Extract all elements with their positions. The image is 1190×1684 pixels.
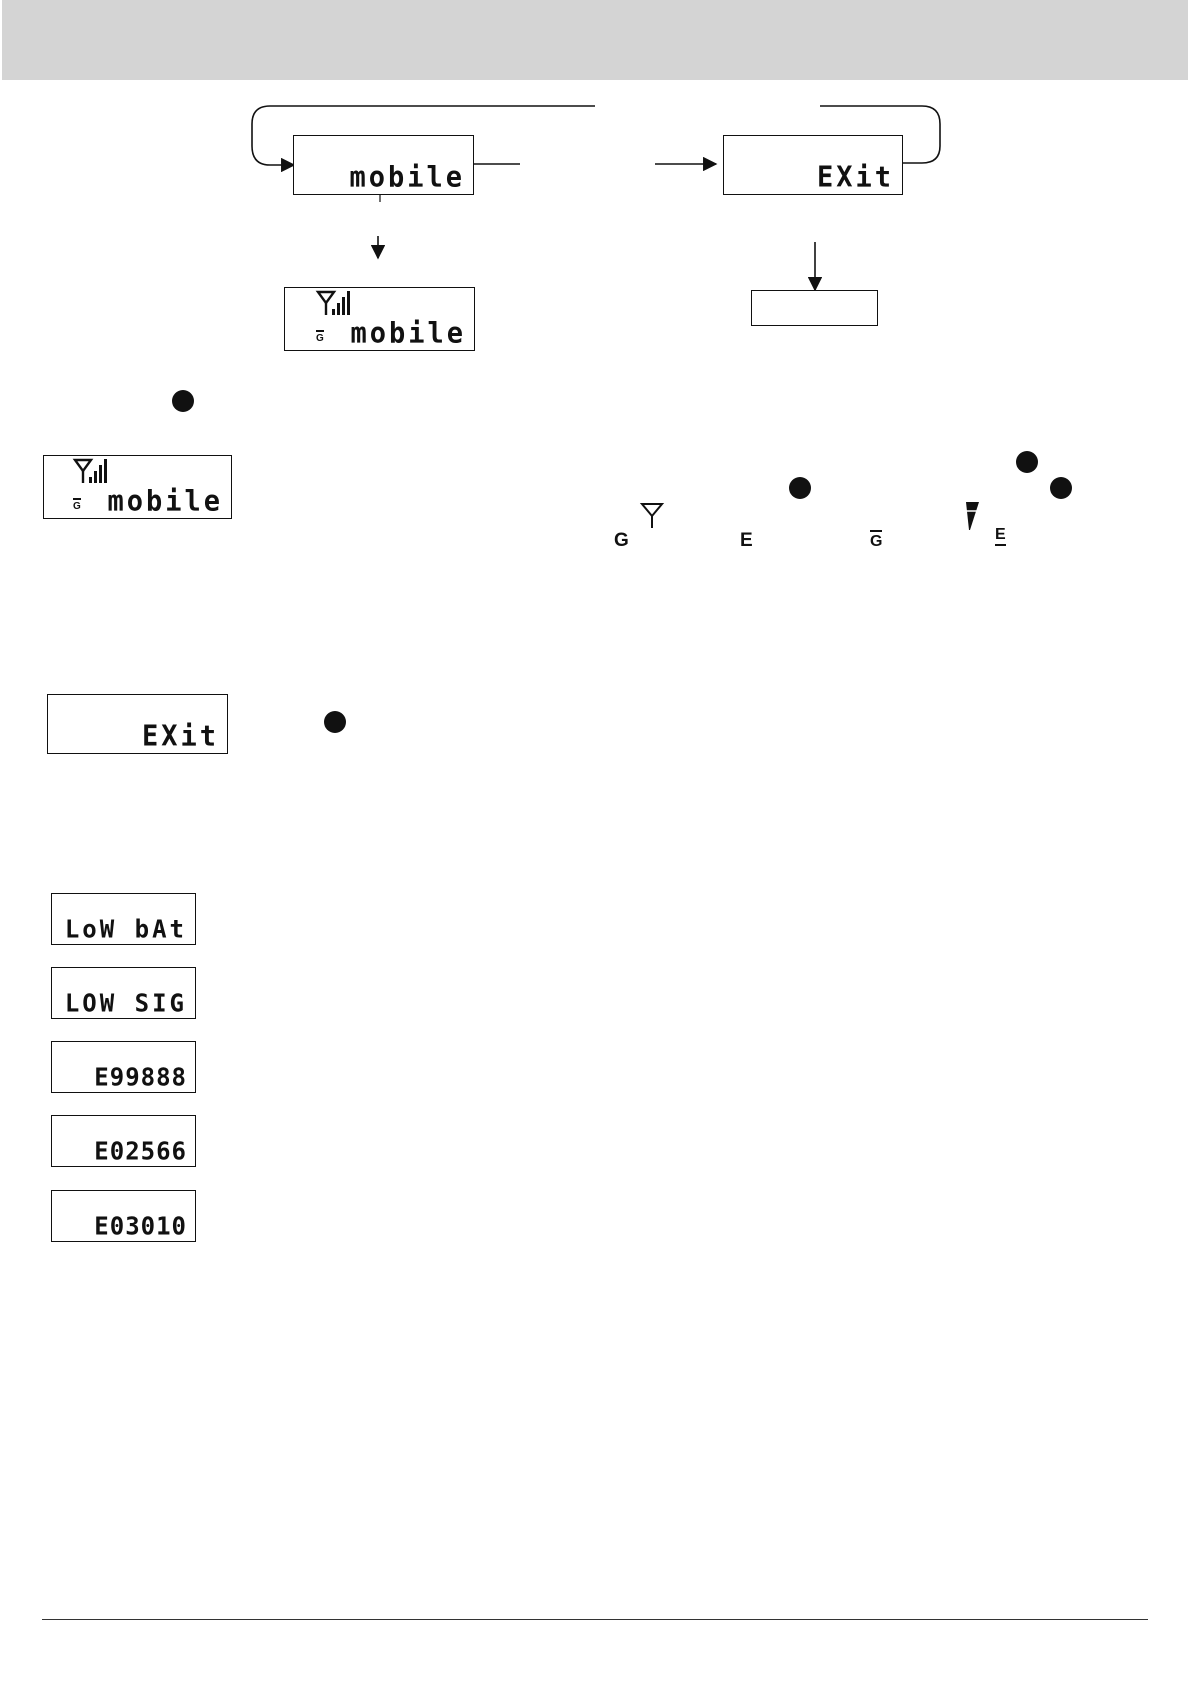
lcd-low-signal bbox=[51, 967, 196, 1019]
glyph-e: E bbox=[740, 530, 753, 551]
lcd-text: mobile bbox=[350, 317, 466, 350]
bullet-dot-icon bbox=[172, 390, 194, 412]
network-g-mark: G bbox=[316, 330, 324, 344]
lcd-text: EXit bbox=[141, 720, 219, 753]
lcd-flow-empty bbox=[751, 290, 878, 326]
lcd-text: LoW bAt bbox=[64, 914, 187, 944]
lcd-text: EXit bbox=[816, 161, 894, 194]
lcd-error-code bbox=[51, 1115, 196, 1167]
lcd-error-code bbox=[51, 1041, 196, 1093]
glyph-g: G bbox=[614, 530, 629, 551]
glyph-e-underbar: E bbox=[995, 526, 1006, 543]
lcd-text: LOW SIG bbox=[64, 988, 187, 1018]
antenna-signal-icon bbox=[317, 290, 353, 316]
glyph-g-overbar: G bbox=[870, 533, 883, 550]
lcd-text: E03010 bbox=[94, 1211, 187, 1241]
lcd-low-battery bbox=[51, 893, 196, 945]
flow-connectors bbox=[0, 0, 1190, 360]
lcd-flow-exit bbox=[723, 135, 903, 195]
bullet-dot-icon bbox=[324, 711, 346, 733]
lcd-exit bbox=[47, 694, 228, 754]
lcd-text: E99888 bbox=[94, 1062, 187, 1092]
network-g-mark: G bbox=[73, 498, 81, 512]
antenna-icon bbox=[640, 502, 664, 528]
lcd-text: mobile bbox=[107, 485, 223, 518]
footer-rule bbox=[42, 1619, 1148, 1620]
lcd-flow-mobile bbox=[293, 135, 474, 195]
lcd-flow-mobile-signal bbox=[284, 287, 475, 351]
lcd-mobile-signal bbox=[43, 455, 232, 519]
bullet-dot-icon bbox=[1016, 451, 1038, 473]
signal-wedge-icon bbox=[966, 502, 980, 530]
lcd-text: mobile bbox=[349, 161, 465, 194]
antenna-signal-icon bbox=[74, 458, 110, 484]
lcd-error-code bbox=[51, 1190, 196, 1242]
bullet-dot-icon bbox=[789, 477, 811, 499]
bullet-dot-icon bbox=[1050, 477, 1072, 499]
lcd-text: E02566 bbox=[94, 1136, 187, 1166]
